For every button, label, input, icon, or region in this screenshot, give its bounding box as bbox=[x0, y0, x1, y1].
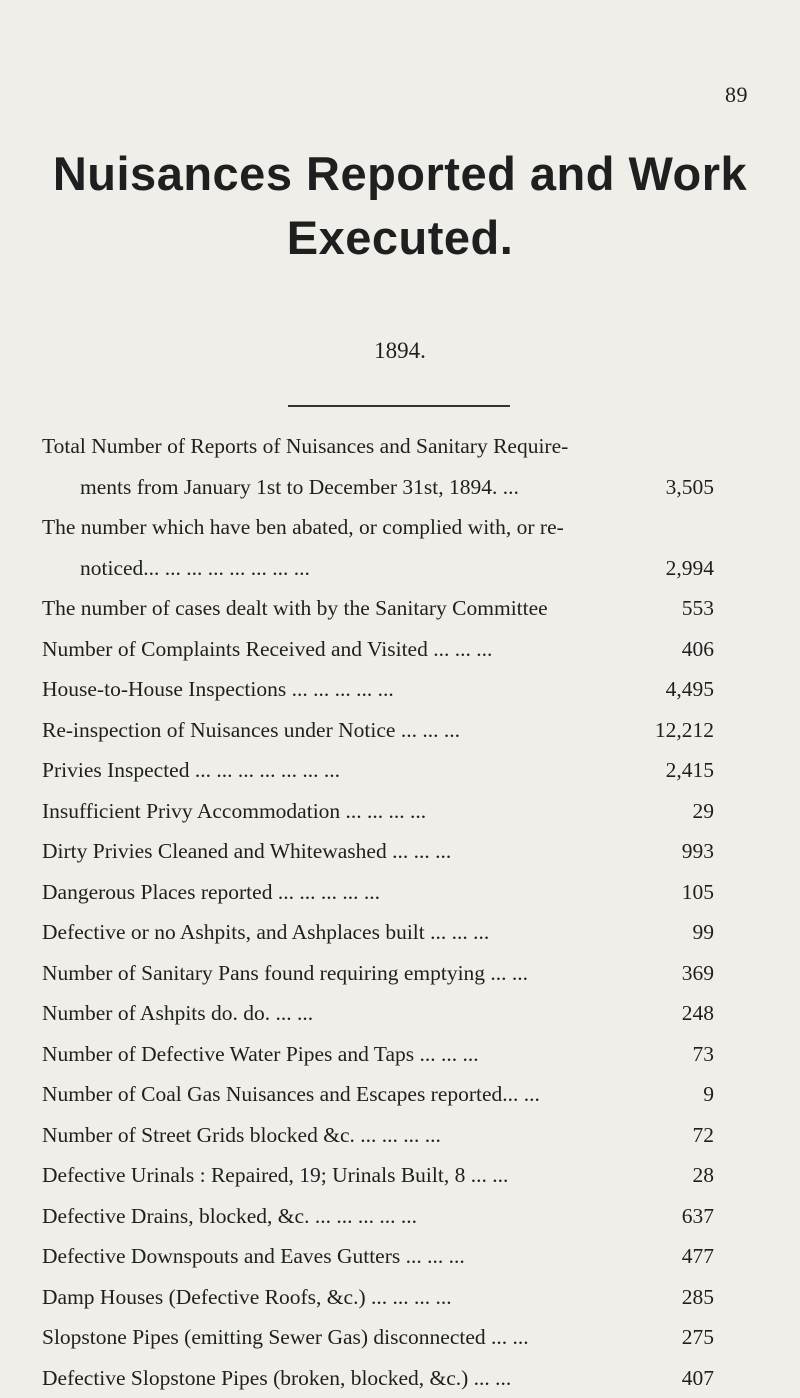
item-label: noticed... ... ... ... ... ... ... ... bbox=[80, 548, 310, 589]
title-line-2: Executed. bbox=[0, 206, 800, 270]
item-value: 285 bbox=[682, 1277, 714, 1318]
item-label: Defective or no Ashpits, and Ashplaces built ... ... ... bbox=[42, 912, 489, 953]
item-label: Number of Complaints Received and Visited ... ... ... bbox=[42, 629, 492, 670]
item-value: 275 bbox=[682, 1317, 714, 1358]
list-item bbox=[42, 548, 742, 589]
item-label: Number of Coal Gas Nuisances and Escapes reported... ... bbox=[42, 1074, 540, 1115]
list-item bbox=[42, 1034, 742, 1075]
list-item bbox=[42, 1277, 742, 1318]
item-value: 99 bbox=[693, 912, 715, 953]
item-label: The number of cases dealt with by the Sanitary Committee bbox=[42, 588, 548, 629]
list-item bbox=[42, 426, 742, 467]
item-value: 12,212 bbox=[655, 710, 714, 751]
item-label: Defective Urinals : Repaired, 19; Urinals Built, 8 ... ... bbox=[42, 1155, 508, 1196]
list-item bbox=[42, 831, 742, 872]
item-label: Defective Drains, blocked, &c. ... ... ... ... ... bbox=[42, 1196, 417, 1237]
item-value: 4,495 bbox=[666, 669, 714, 710]
item-label: Total Number of Reports of Nuisances and Sanitary Require- bbox=[42, 426, 568, 467]
item-value: 9 bbox=[703, 1074, 714, 1115]
item-value: 407 bbox=[682, 1358, 714, 1398]
item-label: Insufficient Privy Accommodation ... ... ... ... bbox=[42, 791, 426, 832]
item-value: 2,415 bbox=[666, 750, 714, 791]
item-value: 553 bbox=[682, 588, 714, 629]
item-value: 369 bbox=[682, 953, 714, 994]
list-item bbox=[42, 1196, 742, 1237]
item-label: Re-inspection of Nuisances under Notice ... ... ... bbox=[42, 710, 460, 751]
nuisance-list bbox=[42, 426, 742, 1398]
list-item bbox=[42, 912, 742, 953]
item-label: Defective Slopstone Pipes (broken, blocked, &c.) ... ... bbox=[42, 1358, 511, 1398]
list-item bbox=[42, 791, 742, 832]
title-line-1: Nuisances Reported and Work bbox=[0, 142, 800, 206]
list-item bbox=[42, 467, 742, 508]
list-item bbox=[42, 629, 742, 670]
item-value: 637 bbox=[682, 1196, 714, 1237]
item-label: Number of Street Grids blocked &c. ... ... ... ... bbox=[42, 1115, 441, 1156]
item-label: ments from January 1st to December 31st, 1894. ... bbox=[80, 467, 519, 508]
item-label: House-to-House Inspections ... ... ... ... ... bbox=[42, 669, 394, 710]
list-item bbox=[42, 750, 742, 791]
item-label: Defective Downspouts and Eaves Gutters ... ... ... bbox=[42, 1236, 465, 1277]
list-item bbox=[42, 669, 742, 710]
list-item bbox=[42, 710, 742, 751]
item-label: Privies Inspected ... ... ... ... ... ... ... bbox=[42, 750, 340, 791]
item-value: 3,505 bbox=[666, 467, 714, 508]
item-label: Number of Defective Water Pipes and Taps ... ... ... bbox=[42, 1034, 479, 1075]
list-item bbox=[42, 1115, 742, 1156]
item-value: 993 bbox=[682, 831, 714, 872]
list-item bbox=[42, 1155, 742, 1196]
item-label: Number of Ashpits do. do. ... ... bbox=[42, 993, 313, 1034]
list-item bbox=[42, 1317, 742, 1358]
item-label: Slopstone Pipes (emitting Sewer Gas) disconnected ... ... bbox=[42, 1317, 529, 1358]
list-item bbox=[42, 1074, 742, 1115]
list-item bbox=[42, 953, 742, 994]
list-item bbox=[42, 1358, 742, 1398]
item-value: 105 bbox=[682, 872, 714, 913]
page-number: 89 bbox=[725, 82, 748, 108]
item-label: Number of Sanitary Pans found requiring emptying ... ... bbox=[42, 953, 528, 994]
item-value: 406 bbox=[682, 629, 714, 670]
item-value: 477 bbox=[682, 1236, 714, 1277]
item-value: 29 bbox=[693, 791, 715, 832]
list-item bbox=[42, 588, 742, 629]
list-item bbox=[42, 993, 742, 1034]
item-value: 28 bbox=[693, 1155, 715, 1196]
item-label: Dangerous Places reported ... ... ... ... ... bbox=[42, 872, 380, 913]
item-value: 2,994 bbox=[666, 548, 714, 589]
divider-rule bbox=[288, 405, 510, 407]
item-value: 248 bbox=[682, 993, 714, 1034]
page-title bbox=[0, 142, 800, 270]
list-item bbox=[42, 872, 742, 913]
list-item bbox=[42, 507, 742, 548]
item-label: Damp Houses (Defective Roofs, &c.) ... ... ... ... bbox=[42, 1277, 452, 1318]
item-label: The number which have ben abated, or complied with, or re- bbox=[42, 507, 564, 548]
item-value: 73 bbox=[693, 1034, 715, 1075]
item-value: 72 bbox=[693, 1115, 715, 1156]
year-subtitle: 1894. bbox=[0, 338, 800, 364]
item-label: Dirty Privies Cleaned and Whitewashed ... ... ... bbox=[42, 831, 451, 872]
list-item bbox=[42, 1236, 742, 1277]
